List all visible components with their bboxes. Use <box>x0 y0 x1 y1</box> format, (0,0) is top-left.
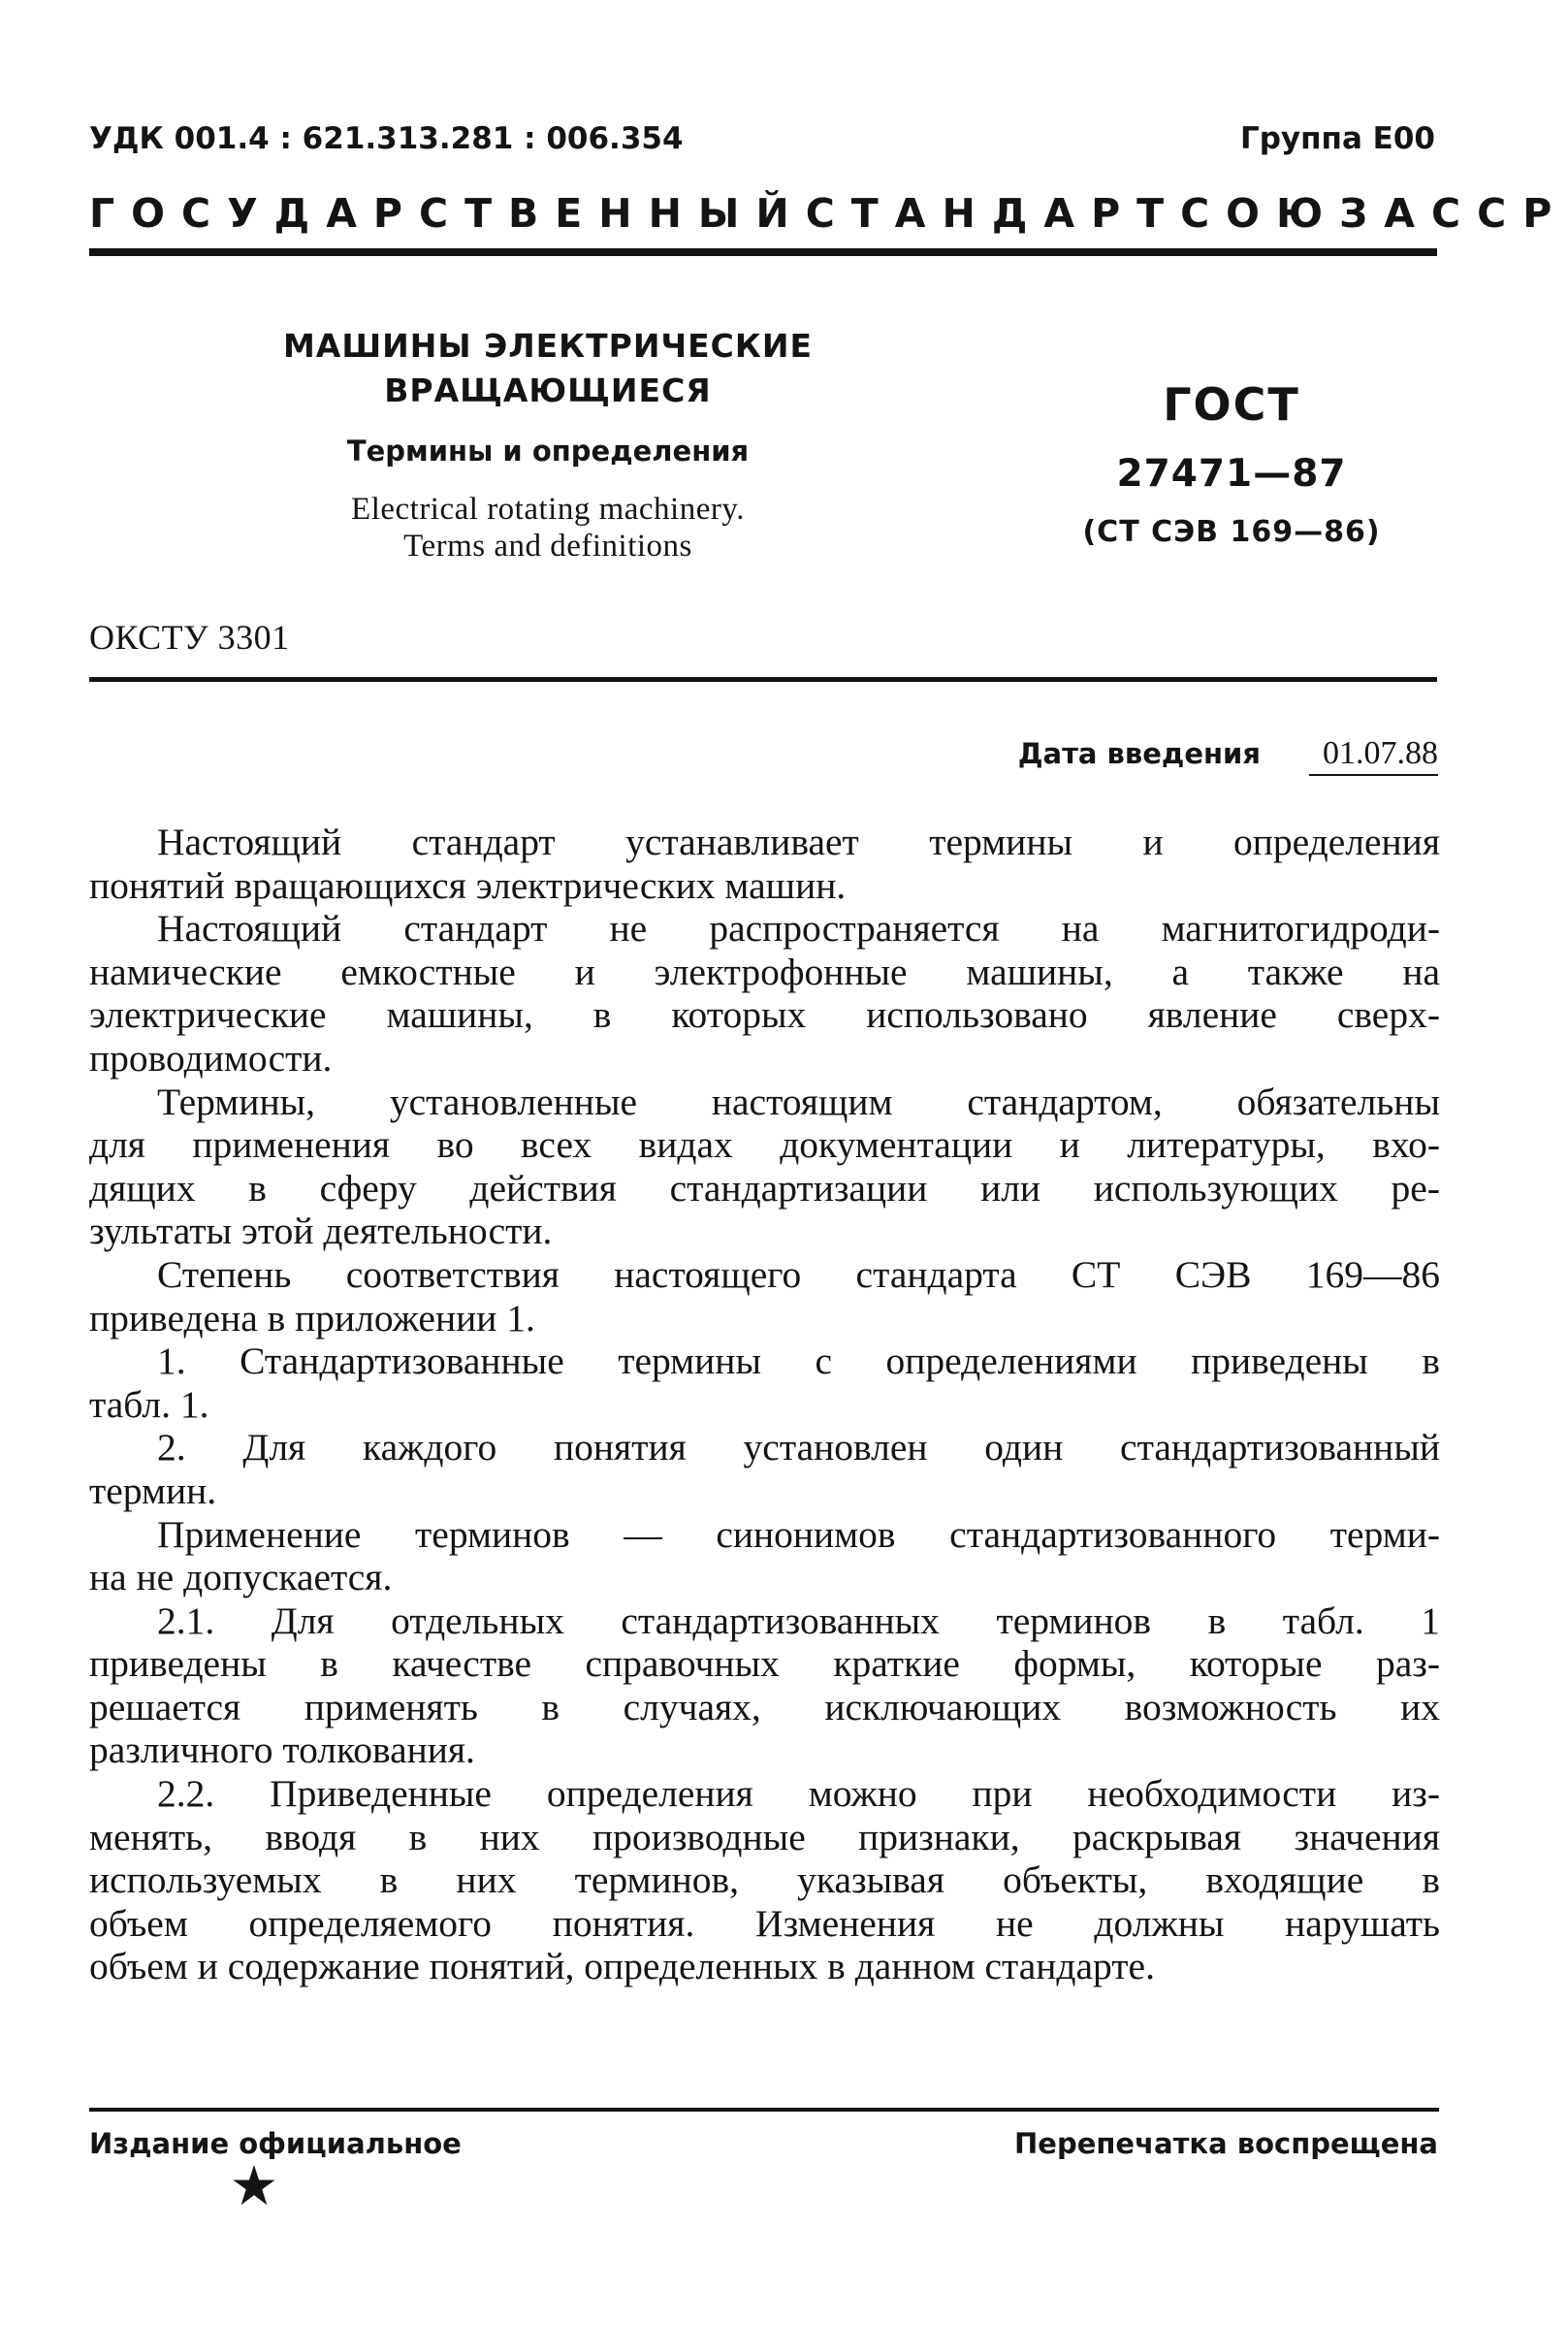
body-line: менять, вводя в них производные признаки, раскрывая значения <box>89 1815 1440 1858</box>
state-standard-word: ГОСУДАРСТВЕННЫЙ <box>89 190 806 237</box>
body-line: различного толкования. <box>89 1728 475 1772</box>
body-line: приведены в качестве справочных краткие формы, которые раз- <box>89 1642 1440 1686</box>
star-icon <box>232 2163 276 2208</box>
title-ru-line2: ВРАЩАЮЩИЕСЯ <box>384 371 712 409</box>
body-line: намические емкостные и электрофонные машины, а также на <box>89 950 1440 993</box>
body-line: проводимости. <box>89 1036 333 1080</box>
body-line: Настоящий стандарт не распространяется на магнитогидроди- <box>157 907 1440 951</box>
body-line: на не допускается. <box>89 1556 393 1599</box>
state-standard-word: СОЮЗА <box>1180 190 1432 237</box>
gost-label: ГОСТ <box>1163 378 1300 431</box>
body-line: понятий вращающихся электрических машин. <box>89 863 847 907</box>
okstu-rule <box>89 677 1437 682</box>
gost-number: 27471—87 <box>1116 452 1347 496</box>
state-standard-word: ССР <box>1431 190 1568 237</box>
body-line: Степень соответствия настоящего стандарта СТ СЭВ 169—86 <box>157 1252 1440 1296</box>
intro-date-value: 01.07.88 <box>1309 735 1438 776</box>
body-line: для применения во всех видах документации и литературы, вхо- <box>89 1123 1440 1167</box>
state-standard-heading <box>89 190 1568 237</box>
title-en-line1: Electrical rotating machinery. <box>351 492 745 527</box>
body-line: Термины, установленные настоящим стандартом, обязательны <box>157 1080 1440 1123</box>
body-line: электрические машины, в которых использовано явление сверх- <box>89 993 1440 1037</box>
title-block <box>272 324 824 565</box>
body-line: табл. 1. <box>89 1382 209 1426</box>
body-line: используемых в них терминов, указывая объекты, входящие в <box>89 1858 1440 1902</box>
body-line: объем и содержание понятий, определенных в данном стандарте. <box>89 1945 1155 1988</box>
okstu-code: ОКСТУ 3301 <box>89 618 290 657</box>
body-line: решается применять в случаях, исключающих возможность их <box>89 1685 1440 1728</box>
body-line: 2. Для каждого понятия установлен один стандартизованный <box>157 1426 1440 1469</box>
body-line: зультаты этой деятельности. <box>89 1210 553 1253</box>
body-line: 2.2. Приведенные определения можно при необходимости из- <box>157 1772 1440 1816</box>
edition-note: Издание официальное <box>89 2127 462 2160</box>
body-line: 1. Стандартизованные термины с определениями приведены в <box>157 1340 1440 1383</box>
title-en-line2: Terms and definitions <box>403 529 692 564</box>
intro-date-label: Дата введения <box>1017 737 1261 770</box>
udk-code: УДК 001.4 : 621.313.281 : 006.354 <box>89 121 684 156</box>
group-code: Группа Е00 <box>1239 121 1435 156</box>
body-line: термин. <box>89 1469 217 1512</box>
body-text <box>89 821 1440 1988</box>
state-standard-word: СТАНДАРТ <box>805 190 1181 237</box>
body-line: Настоящий стандарт устанавливает термины и определения <box>157 821 1440 863</box>
body-line: Применение терминов — синонимов стандартизованного терми- <box>157 1512 1440 1556</box>
intro-date <box>1018 735 1438 776</box>
gost-block <box>1028 378 1435 549</box>
title-ru-line1: МАШИНЫ ЭЛЕКТРИЧЕСКИЕ <box>282 327 814 365</box>
body-line: дящих в сферу действия стандартизации или использующих ре- <box>89 1166 1440 1210</box>
st-sev-reference: (СТ СЭВ 169—86) <box>1082 515 1381 549</box>
reprint-note: Перепечатка воспрещена <box>1014 2127 1438 2160</box>
footer-rule <box>89 2108 1439 2112</box>
body-line: 2.1. Для отдельных стандартизованных терминов в табл. 1 <box>157 1598 1440 1642</box>
header-rule <box>89 248 1437 256</box>
body-line: объем определяемого понятия. Изменения не должны нарушать <box>89 1901 1440 1945</box>
title-ru-subtitle: Термины и определения <box>346 435 750 468</box>
body-line: приведена в приложении 1. <box>89 1296 535 1340</box>
